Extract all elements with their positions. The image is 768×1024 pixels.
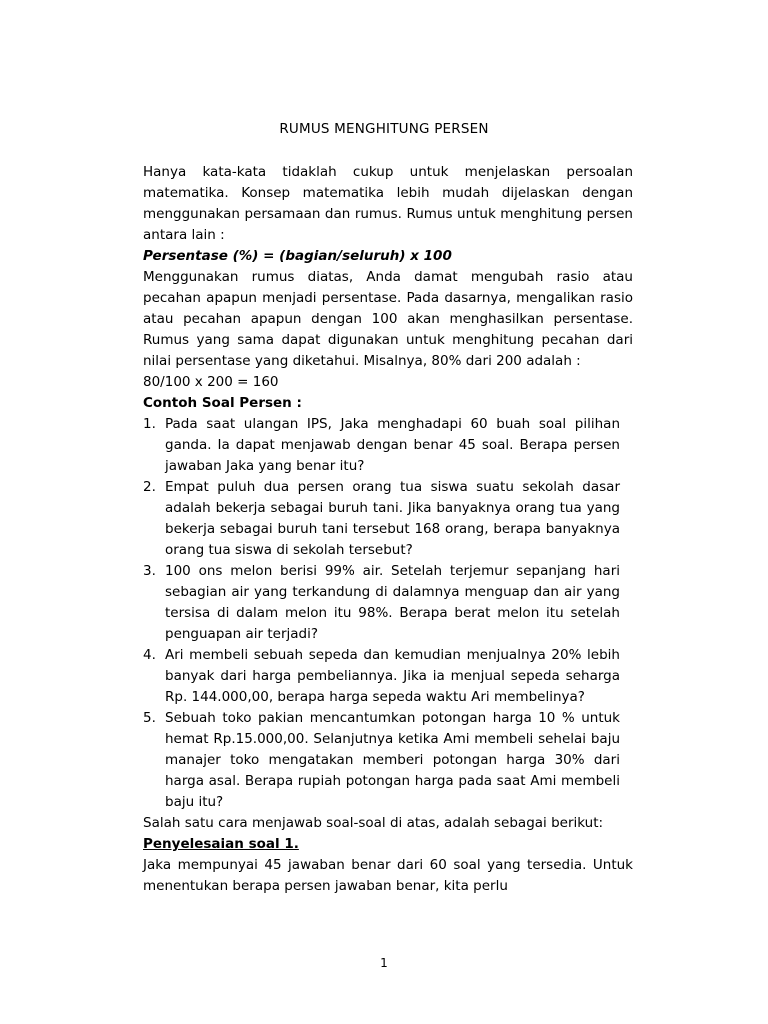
question-number: 3. [143,563,156,579]
question-number: 4. [143,647,156,663]
explanation-paragraph: Menggunakan rumus diatas, Anda damat mengubah rasio atau pecahan apapun menjadi persentase. Pada dasarnya, mengalikan rasio atau pecahan apapun dengan 100 akan menghasilkan persentase. Rumus yang sama dapat digunakan untuk menghitung pecahan dari nilai persentase yang diketahui. Misalnya, 80% dari 200 adalah : [143,269,633,369]
answer-intro: Salah satu cara menjawab soal-soal di atas, adalah sebagai berikut: [143,815,604,831]
question-number: 1. [143,416,156,432]
solution-paragraph: Jaka mempunyai 45 jawaban benar dari 60 soal yang tersedia. Untuk menentukan berapa persen jawaban benar, kita perlu [143,857,633,894]
question-number: 2. [143,479,156,495]
list-item [143,477,620,561]
list-item [143,708,620,813]
question-text: Ari membeli sebuah sepeda dan kemudian menjualnya 20% lebih banyak dari harga pembeliannya. Jika ia menjual sepeda seharga Rp. 144.000,00, berapa harga sepeda waktu Ari membelinya? [165,647,620,705]
page-title: RUMUS MENGHITUNG PERSEN [279,121,489,137]
question-text: 100 ons melon berisi 99% air. Setelah terjemur sepanjang hari sebagian air yang terkandung di dalamnya menguap dan air yang tersisa di dalam melon itu 98%. Berapa berat melon itu setelah penguapan air terjadi? [165,563,620,642]
solution-heading: Penyelesaian soal 1. [143,836,299,852]
document-body [143,162,633,897]
question-number: 5. [143,710,156,726]
percentage-formula: Persentase (%) = (bagian/seluruh) x 100 [143,248,452,264]
question-text: Sebuah toko pakian mencantumkan potongan harga 10 % untuk hemat Rp.15.000,00. Selanjutnya ketika Ami membeli sehelai baju manajer toko mengatakan memberi potongan harga 30% dari harga asal. Berapa rupiah potongan harga pada saat Ami membeli baju itu? [165,710,620,810]
question-list [143,414,620,813]
question-text: Pada saat ulangan IPS, Jaka menghadapi 60 buah soal pilihan ganda. Ia dapat menjawab dengan benar 45 soal. Berapa persen jawaban Jaka yang benar itu? [165,416,620,474]
intro-paragraph: Hanya kata-kata tidaklah cukup untuk menjelaskan persoalan matematika. Konsep matematika lebih mudah dijelaskan dengan menggunakan persamaan dan rumus. Rumus untuk menghitung persen antara lain : [143,164,633,243]
examples-heading: Contoh Soal Persen : [143,395,302,411]
example-calculation: 80/100 x 200 = 160 [143,374,279,390]
list-item [143,645,620,708]
list-item [143,414,620,477]
page-number: 1 [380,956,388,970]
list-item [143,561,620,645]
question-text: Empat puluh dua persen orang tua siswa suatu sekolah dasar adalah bekerja sebagai buruh tani. Jika banyaknya orang tua yang bekerja sebagai buruh tani tersebut 168 orang, berapa banyaknya orang tua siswa di sekolah tersebut? [165,479,620,558]
